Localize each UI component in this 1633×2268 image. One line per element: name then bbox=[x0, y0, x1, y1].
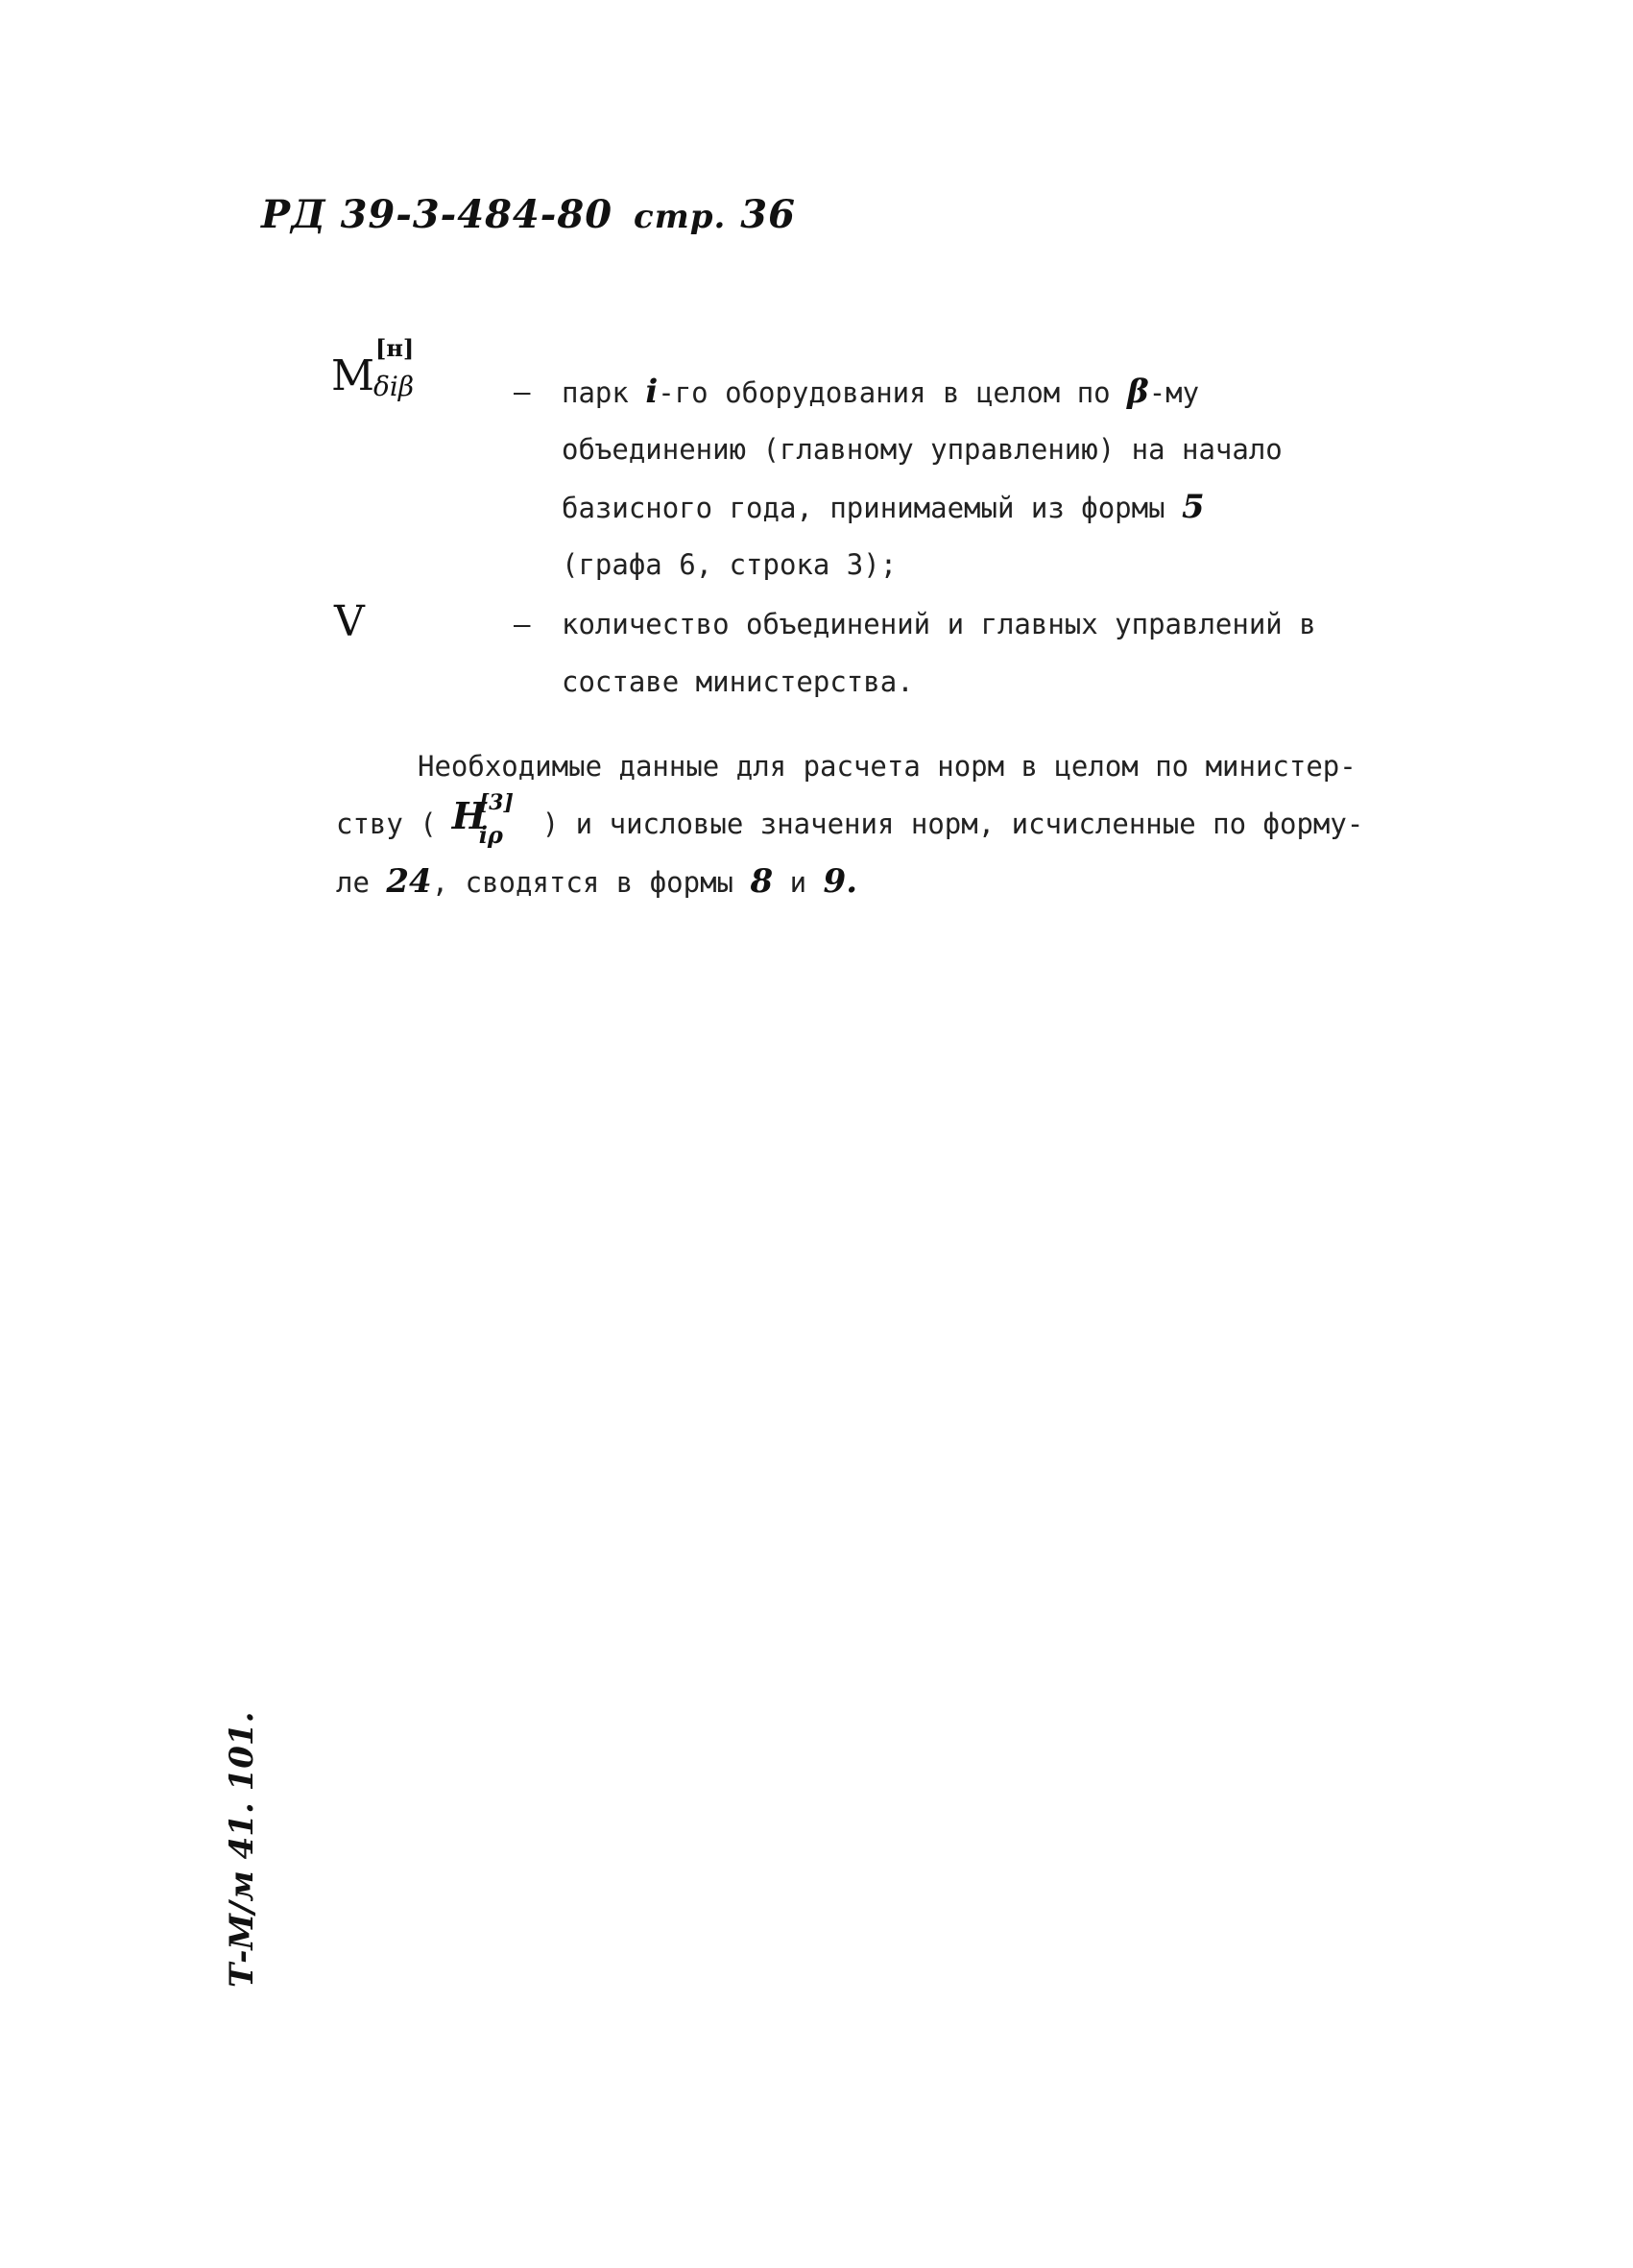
form-number: 8 bbox=[750, 862, 774, 901]
paragraph-line: Необходимые данные для расчета норм в целом по министер- bbox=[418, 750, 1357, 783]
page-number: 36 bbox=[740, 192, 796, 237]
margin-note: Т-М/м 41. 101. bbox=[223, 1711, 261, 1988]
text-fragment: ству ( bbox=[336, 808, 437, 840]
form-number: 9. bbox=[823, 862, 858, 901]
symbol-v-count: V bbox=[334, 597, 365, 646]
symbol-m-subscript: δiβ bbox=[373, 371, 414, 402]
formula-superscript: [3] bbox=[478, 790, 514, 815]
definition-park bbox=[562, 363, 1283, 593]
body-paragraph bbox=[336, 737, 1363, 910]
text-fragment: базисного года, принимаемый из формы bbox=[562, 492, 1165, 524]
definition-line: (графа 6, строка 3); bbox=[562, 548, 898, 581]
definition-dash: – bbox=[514, 608, 531, 640]
text-fragment: -го оборудования в целом по bbox=[658, 376, 1111, 409]
form-number: 5 bbox=[1182, 488, 1205, 526]
definition-line: составе министерства. bbox=[562, 665, 914, 698]
formula-base: Н bbox=[451, 794, 487, 837]
page-label: стр. bbox=[634, 198, 727, 236]
symbol-m-superscript: [н] bbox=[375, 334, 415, 362]
index-beta: β bbox=[1127, 373, 1149, 411]
paragraph-line bbox=[336, 790, 1364, 853]
text-fragment: -му bbox=[1148, 376, 1200, 409]
definition-line bbox=[562, 478, 1283, 536]
text-fragment: ) и числовые значения норм, исчисленные по форму- bbox=[541, 808, 1364, 840]
formula-number: 24 bbox=[386, 862, 432, 901]
text-fragment: парк bbox=[562, 376, 629, 409]
formula-norm bbox=[437, 790, 542, 849]
symbol-m-base: M bbox=[331, 351, 375, 400]
formula-subscript: iρ bbox=[478, 821, 503, 849]
definition-count bbox=[562, 595, 1316, 711]
definition-line: объединению (главному управлению) на начало bbox=[562, 433, 1283, 466]
definition-line bbox=[562, 363, 1283, 421]
index-i: i bbox=[645, 373, 659, 411]
text-fragment: ле bbox=[336, 866, 370, 899]
definition-line: количество объединений и главных управлений в bbox=[562, 608, 1316, 640]
text-fragment: и bbox=[789, 866, 807, 899]
definition-dash: – bbox=[514, 375, 531, 408]
text-fragment: , сводятся в формы bbox=[431, 866, 733, 899]
document-code: РД 39-3-484-80 bbox=[261, 192, 613, 237]
document-header bbox=[261, 192, 796, 237]
symbol-m-park bbox=[331, 334, 415, 402]
